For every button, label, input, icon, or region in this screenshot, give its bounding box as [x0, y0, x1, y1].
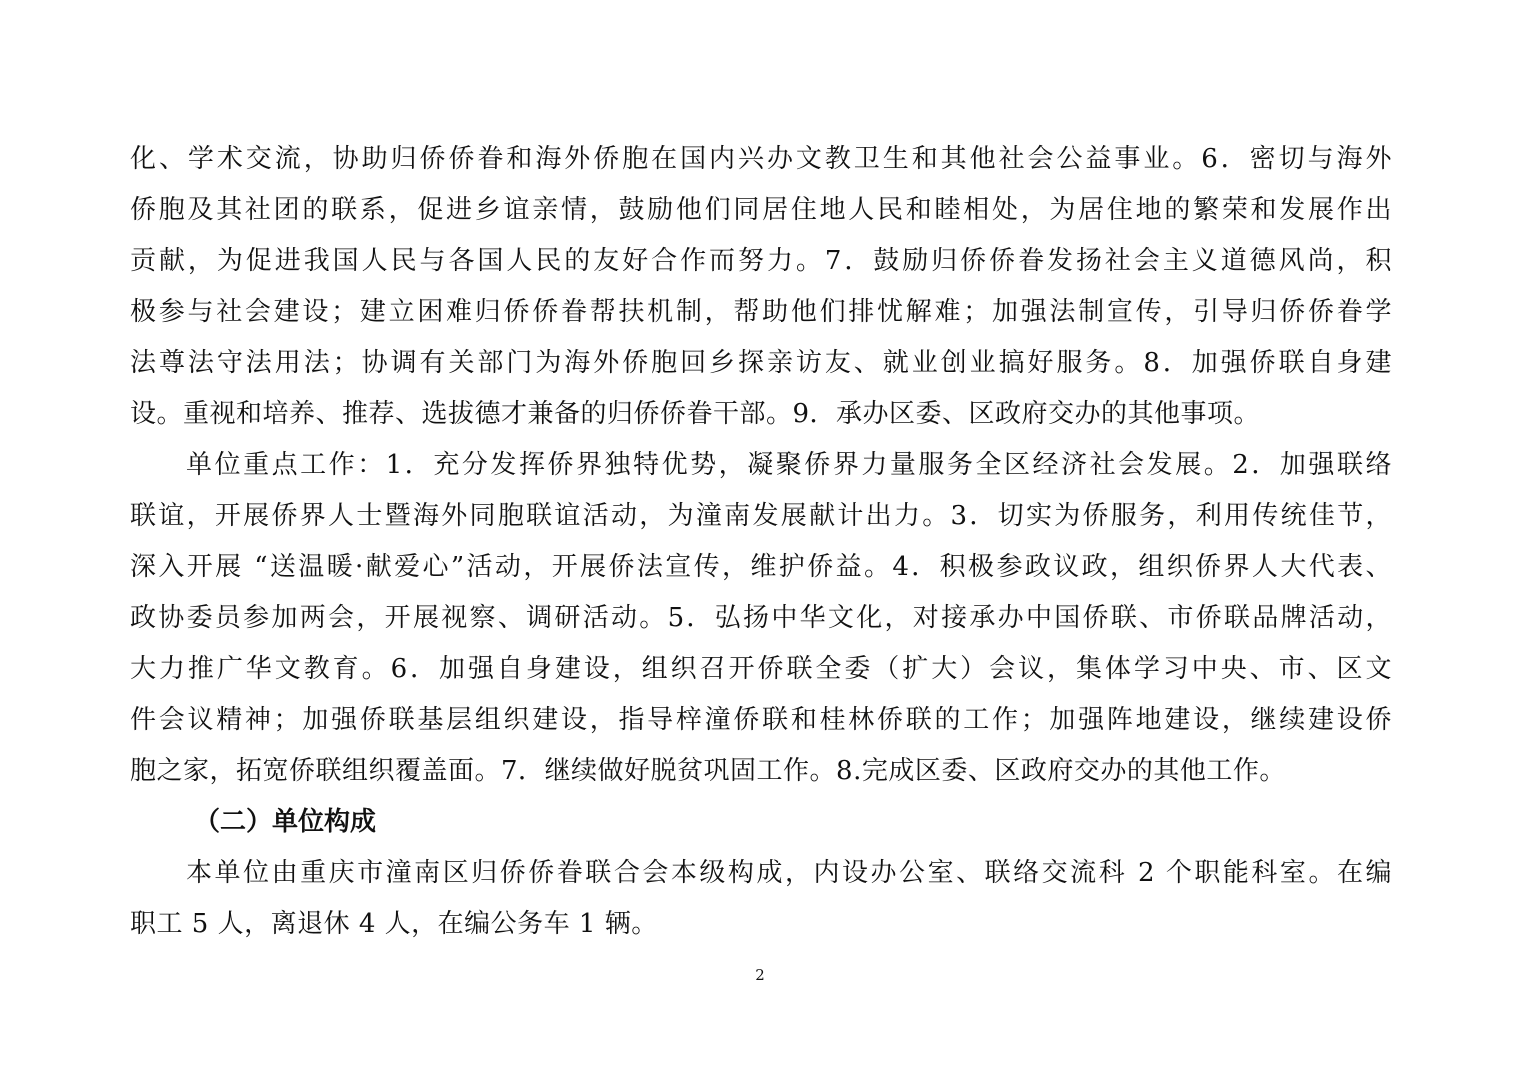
text-line: 贡献，为促进我国人民与各国人民的友好合作而努力。7．鼓励归侨侨眷发扬社会主义道德风尚，积: [130, 246, 1392, 276]
text-line: 职工 5 人，离退休 4 人，在编公务车 1 辆。: [130, 909, 658, 939]
paragraph-key-work: [130, 440, 1392, 797]
text-line: 侨胞及其社团的联系，促进乡谊亲情，鼓励他们同居住地人民和睦相处，为居住地的繁荣和发展作出: [130, 195, 1392, 225]
text-line: 件会议精神；加强侨联基层组织建设，指导梓潼侨联和桂林侨联的工作；加强阵地建设，继续建设侨: [130, 705, 1392, 735]
text-line: 极参与社会建设；建立困难归侨侨眷帮扶机制，帮助他们排忧解难；加强法制宣传，引导归侨侨眷学: [130, 297, 1392, 327]
paragraph-composition: [130, 848, 1392, 950]
text-line: 胞之家，拓宽侨联组织覆盖面。7．继续做好脱贫巩固工作。8.完成区委、区政府交办的其他工作。: [130, 756, 1286, 786]
paragraph-functions: [130, 134, 1392, 440]
text-line: 设。重视和培养、推荐、选拔德才兼备的归侨侨眷干部。9．承办区委、区政府交办的其他事项。: [130, 399, 1261, 429]
text-line: 政协委员参加两会，开展视察、调研活动。5．弘扬中华文化，对接承办中国侨联、市侨联品牌活动，: [130, 603, 1392, 633]
document-body: [130, 134, 1392, 950]
text-line: 联谊，开展侨界人士暨海外同胞联谊活动，为潼南发展献计出力。3．切实为侨服务，利用传统佳节，: [130, 501, 1392, 531]
text-line: 法尊法守法用法；协调有关部门为海外侨胞回乡探亲访友、就业创业搞好服务。8．加强侨联自身建: [130, 348, 1392, 378]
text-line: 化、学术交流，协助归侨侨眷和海外侨胞在国内兴办文教卫生和其他社会公益事业。6．密切与海外: [130, 144, 1392, 174]
section-heading: （二）单位构成: [194, 807, 377, 837]
text-line: 本单位由重庆市潼南区归侨侨眷联合会本级构成，内设办公室、联络交流科 2 个职能科室。在编: [186, 858, 1392, 888]
text-line: 深入开展 “送温暖·献爱心”活动，开展侨法宣传，维护侨益。4．积极参政议政，组织侨界人大代表、: [130, 552, 1392, 582]
text-line: 大力推广华文教育。6．加强自身建设，组织召开侨联全委（扩大）会议，集体学习中央、市、区文: [130, 654, 1392, 684]
text-line: 单位重点工作：1．充分发挥侨界独特优势，凝聚侨界力量服务全区经济社会发展。2．加强联络: [186, 450, 1392, 480]
page-number: 2: [755, 966, 765, 984]
